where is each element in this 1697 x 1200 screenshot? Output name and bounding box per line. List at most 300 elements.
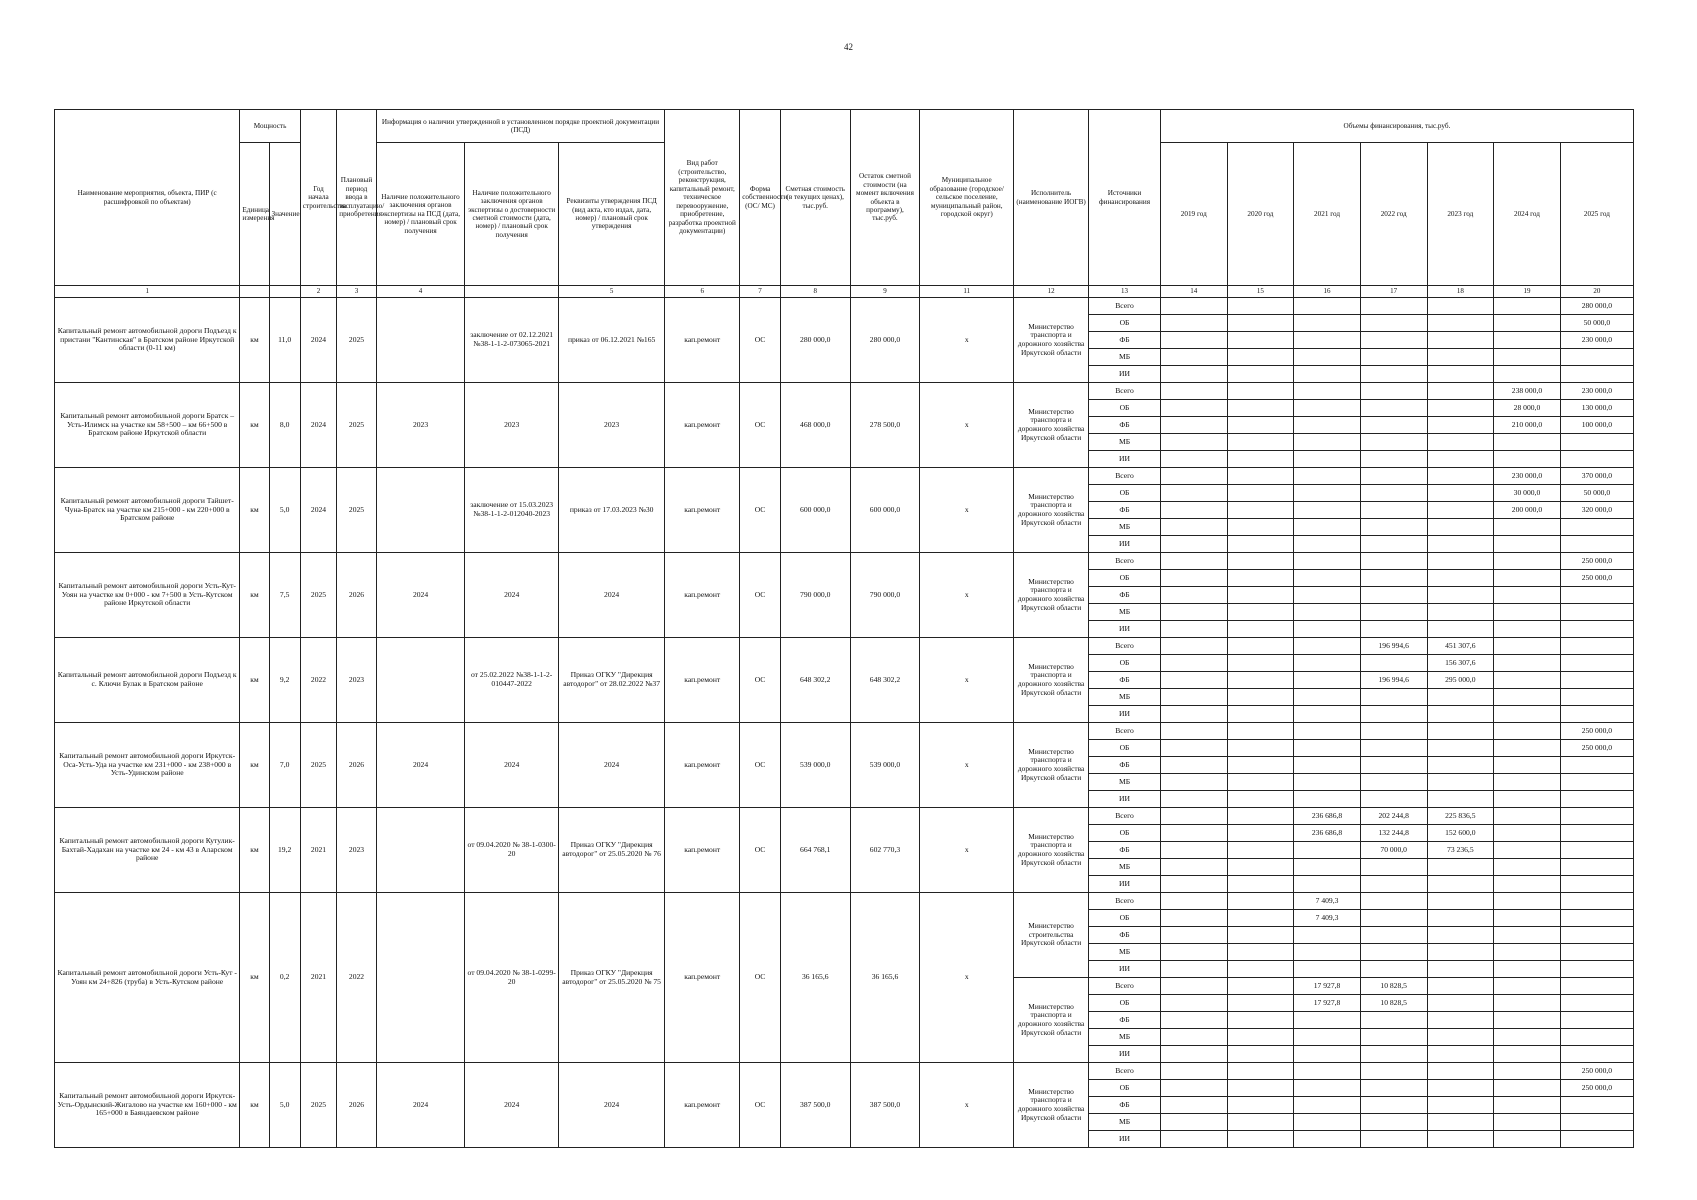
funding-amount [1227, 332, 1294, 349]
psd-positive [376, 808, 465, 893]
funding-amount [1560, 706, 1633, 723]
funding-amount: 225 836,5 [1427, 808, 1494, 825]
funding-amount [1360, 961, 1427, 978]
funding-amount [1560, 519, 1633, 536]
funding-amount: 196 994,6 [1360, 672, 1427, 689]
psd-approval: приказ от 17.03.2023 №30 [559, 468, 665, 553]
funding-amount [1494, 451, 1561, 468]
municipality: х [920, 298, 1014, 383]
funding-amount [1294, 655, 1361, 672]
funding-source: ОБ [1089, 1080, 1161, 1097]
commission-year: 2026 [337, 1063, 377, 1148]
funding-amount [1360, 1080, 1427, 1097]
col-number: 15 [1227, 286, 1294, 298]
funding-source: ИИ [1089, 791, 1161, 808]
funding-amount [1494, 842, 1561, 859]
funding-amount [1160, 740, 1227, 757]
funding-amount [1427, 570, 1494, 587]
funding-amount [1360, 723, 1427, 740]
funding-amount [1560, 859, 1633, 876]
header-start-year: Год начала строительства [300, 110, 336, 286]
col-number: 9 [850, 286, 920, 298]
funding-amount [1294, 570, 1361, 587]
funding-amount [1427, 417, 1494, 434]
table-row [55, 808, 1634, 825]
funding-amount: 10 828,5 [1360, 978, 1427, 995]
project-name: Капитальный ремонт автомобильной дороги Братск – Усть-Илимск на участке км 58+500 – км 66+500 в Братском районе Иркутской области [55, 383, 240, 468]
capacity-unit: км [240, 638, 269, 723]
funding-amount [1227, 1114, 1294, 1131]
funding-amount [1360, 876, 1427, 893]
table-row [55, 383, 1634, 400]
funding-amount [1560, 1114, 1633, 1131]
funding-amount [1494, 1114, 1561, 1131]
col-number [269, 286, 300, 298]
commission-year: 2026 [337, 553, 377, 638]
funding-amount [1294, 1046, 1361, 1063]
funding-amount [1494, 672, 1561, 689]
funding-amount [1360, 774, 1427, 791]
funding-amount [1360, 553, 1427, 570]
capacity-value: 19,2 [269, 808, 300, 893]
funding-amount [1560, 638, 1633, 655]
funding-amount [1360, 366, 1427, 383]
funding-amount: 320 000,0 [1560, 502, 1633, 519]
executor-name: Министерство транспорта и дорожного хозяйства Иркутской области [1014, 468, 1089, 553]
psd-positive: 2024 [376, 723, 465, 808]
funding-amount [1560, 536, 1633, 553]
funding-source: ФБ [1089, 332, 1161, 349]
funding-amount [1160, 655, 1227, 672]
funding-amount [1227, 978, 1294, 995]
funding-amount [1294, 400, 1361, 417]
funding-amount [1227, 468, 1294, 485]
funding-amount [1560, 927, 1633, 944]
funding-amount [1494, 1029, 1561, 1046]
funding-amount [1160, 995, 1227, 1012]
funding-source: Всего [1089, 723, 1161, 740]
capacity-value: 7,0 [269, 723, 300, 808]
funding-amount: 370 000,0 [1560, 468, 1633, 485]
funding-amount [1227, 961, 1294, 978]
start-year: 2024 [300, 468, 336, 553]
estimated-cost: 648 302,2 [780, 638, 850, 723]
funding-amount: 73 236,5 [1427, 842, 1494, 859]
remaining-cost: 280 000,0 [850, 298, 920, 383]
col-number: 5 [559, 286, 665, 298]
funding-amount [1427, 553, 1494, 570]
funding-amount [1360, 400, 1427, 417]
estimated-cost: 36 165,6 [780, 893, 850, 1063]
funding-amount [1427, 536, 1494, 553]
header-year-2021: 2021 год [1294, 143, 1361, 286]
col-number: 20 [1560, 286, 1633, 298]
psd-approval: 2024 [559, 723, 665, 808]
funding-amount [1560, 672, 1633, 689]
funding-amount [1427, 706, 1494, 723]
funding-amount [1294, 638, 1361, 655]
header-unit: Единица измерения [240, 143, 269, 286]
funding-amount [1360, 298, 1427, 315]
funding-amount: 200 000,0 [1494, 502, 1561, 519]
commission-year: 2022 [337, 893, 377, 1063]
funding-amount [1294, 349, 1361, 366]
funding-amount: 451 307,6 [1427, 638, 1494, 655]
funding-amount [1494, 349, 1561, 366]
funding-amount [1494, 740, 1561, 757]
header-sources: Источники финансирования [1089, 110, 1161, 286]
funding-amount: 7 409,3 [1294, 910, 1361, 927]
col-number: 8 [780, 286, 850, 298]
work-type: кап.ремонт [665, 808, 740, 893]
funding-amount [1427, 434, 1494, 451]
funding-amount [1227, 1063, 1294, 1080]
funding-amount: 295 000,0 [1427, 672, 1494, 689]
funding-amount [1560, 842, 1633, 859]
funding-amount [1494, 859, 1561, 876]
funding-amount [1294, 706, 1361, 723]
funding-amount [1227, 621, 1294, 638]
funding-amount [1227, 808, 1294, 825]
funding-amount [1560, 1012, 1633, 1029]
psd-approval: приказ от 06.12.2021 №165 [559, 298, 665, 383]
funding-amount [1294, 927, 1361, 944]
funding-amount [1560, 1097, 1633, 1114]
funding-amount [1560, 876, 1633, 893]
funding-amount [1360, 791, 1427, 808]
funding-amount [1427, 723, 1494, 740]
funding-amount [1427, 1097, 1494, 1114]
funding-amount [1227, 383, 1294, 400]
funding-amount [1227, 1029, 1294, 1046]
funding-amount [1160, 944, 1227, 961]
funding-amount [1427, 944, 1494, 961]
funding-amount: 50 000,0 [1560, 315, 1633, 332]
table-row [55, 468, 1634, 485]
municipality: х [920, 383, 1014, 468]
funding-amount [1427, 502, 1494, 519]
funding-amount [1227, 723, 1294, 740]
funding-source: ИИ [1089, 451, 1161, 468]
funding-amount [1494, 621, 1561, 638]
funding-amount [1294, 672, 1361, 689]
funding-source: Всего [1089, 383, 1161, 400]
funding-amount [1160, 400, 1227, 417]
funding-amount [1494, 570, 1561, 587]
psd-cost-conclusion: заключение от 15.03.2023 №38-1-1-2-012040-2023 [465, 468, 559, 553]
funding-amount [1227, 757, 1294, 774]
funding-amount [1227, 1012, 1294, 1029]
funding-source: Всего [1089, 893, 1161, 910]
funding-source: ОБ [1089, 655, 1161, 672]
funding-amount [1360, 502, 1427, 519]
project-name: Капитальный ремонт автомобильной дороги Подъезд к с. Ключи Булак в Братском районе [55, 638, 240, 723]
table-row [55, 1063, 1634, 1080]
funding-amount: 10 828,5 [1360, 995, 1427, 1012]
funding-amount [1160, 519, 1227, 536]
funding-amount [1294, 757, 1361, 774]
funding-amount [1494, 434, 1561, 451]
funding-amount [1160, 451, 1227, 468]
project-name: Капитальный ремонт автомобильной дороги Подъезд к пристани "Кантинская" в Братском районе Иркутской области (0-11 км) [55, 298, 240, 383]
start-year: 2021 [300, 893, 336, 1063]
project-name: Капитальный ремонт автомобильной дороги Кутулик-Бахтай-Хадахан на участке км 24 - км 43 в Аларском районе [55, 808, 240, 893]
funding-amount [1427, 587, 1494, 604]
funding-amount [1227, 400, 1294, 417]
header-estimated-cost: Сметная стоимость (в текущих ценах), тыс.руб. [780, 110, 850, 286]
funding-source: ОБ [1089, 400, 1161, 417]
funding-amount: 230 000,0 [1560, 383, 1633, 400]
funding-amount [1160, 638, 1227, 655]
header-psd-info: Информация о наличии утвержденной в установленном порядке проектной документации (ПСД) [376, 110, 664, 143]
funding-amount [1160, 604, 1227, 621]
capacity-value: 5,0 [269, 1063, 300, 1148]
funding-amount [1227, 689, 1294, 706]
page-number: 42 [844, 42, 853, 52]
funding-amount: 196 994,6 [1360, 638, 1427, 655]
funding-source: МБ [1089, 1029, 1161, 1046]
psd-cost-conclusion: 2024 [465, 553, 559, 638]
funding-amount [1294, 859, 1361, 876]
table-row [55, 893, 1634, 910]
executor-name: Министерство транспорта и дорожного хозяйства Иркутской области [1014, 383, 1089, 468]
funding-amount [1160, 536, 1227, 553]
header-year-2020: 2020 год [1227, 143, 1294, 286]
funding-amount [1227, 570, 1294, 587]
funding-amount [1227, 910, 1294, 927]
funding-amount [1227, 1080, 1294, 1097]
funding-amount [1494, 298, 1561, 315]
funding-amount [1294, 876, 1361, 893]
funding-amount [1427, 1131, 1494, 1148]
funding-amount [1294, 434, 1361, 451]
funding-amount [1360, 349, 1427, 366]
funding-amount [1494, 995, 1561, 1012]
capacity-value: 11,0 [269, 298, 300, 383]
funding-amount [1160, 876, 1227, 893]
funding-amount [1360, 383, 1427, 400]
ownership-form: ОС [740, 383, 781, 468]
capacity-unit: км [240, 1063, 269, 1148]
psd-cost-conclusion: заключение от 02.12.2021 №38-1-1-2-073065-2021 [465, 298, 559, 383]
header-psd-cost: Наличие положительного заключения органов экспертизы о достоверности сметной стоимости (дата, номер) / плановый срок получения [465, 143, 559, 286]
funding-amount [1494, 519, 1561, 536]
funding-amount [1227, 774, 1294, 791]
funding-source: МБ [1089, 774, 1161, 791]
funding-amount [1360, 740, 1427, 757]
remaining-cost: 790 000,0 [850, 553, 920, 638]
estimated-cost: 280 000,0 [780, 298, 850, 383]
funding-amount [1560, 774, 1633, 791]
header-funding: Объемы финансирования, тыс.руб. [1160, 110, 1633, 143]
funding-source: МБ [1089, 434, 1161, 451]
funding-amount [1227, 638, 1294, 655]
funding-amount [1494, 757, 1561, 774]
funding-amount [1294, 332, 1361, 349]
funding-amount [1160, 1131, 1227, 1148]
funding-amount [1227, 519, 1294, 536]
funding-source: ФБ [1089, 672, 1161, 689]
funding-amount [1160, 485, 1227, 502]
funding-amount [1560, 978, 1633, 995]
funding-amount [1160, 553, 1227, 570]
funding-amount [1360, 910, 1427, 927]
funding-amount [1494, 774, 1561, 791]
funding-amount [1160, 791, 1227, 808]
funding-amount: 28 000,0 [1494, 400, 1561, 417]
header-remaining-cost: Остаток сметной стоимости (на момент включения объекта в программу), тыс.руб. [850, 110, 920, 286]
funding-amount [1160, 1097, 1227, 1114]
estimated-cost: 600 000,0 [780, 468, 850, 553]
funding-amount [1160, 315, 1227, 332]
remaining-cost: 600 000,0 [850, 468, 920, 553]
funding-amount [1560, 604, 1633, 621]
psd-positive: 2024 [376, 553, 465, 638]
ownership-form: ОС [740, 893, 781, 1063]
funding-amount [1494, 1012, 1561, 1029]
funding-amount: 7 409,3 [1294, 893, 1361, 910]
header-capacity: Мощность [240, 110, 300, 143]
funding-amount [1160, 961, 1227, 978]
funding-amount [1494, 1080, 1561, 1097]
header-name: Наименование мероприятия, объекта, ПИР (с расшифровкой по объектам) [55, 110, 240, 286]
funding-amount [1227, 417, 1294, 434]
funding-source: ФБ [1089, 587, 1161, 604]
funding-amount [1560, 910, 1633, 927]
funding-amount [1160, 1080, 1227, 1097]
funding-amount [1427, 349, 1494, 366]
funding-amount [1560, 757, 1633, 774]
funding-amount [1294, 842, 1361, 859]
funding-source: ФБ [1089, 1097, 1161, 1114]
funding-amount [1427, 757, 1494, 774]
funding-amount [1294, 451, 1361, 468]
funding-source: МБ [1089, 519, 1161, 536]
funding-amount [1227, 315, 1294, 332]
funding-amount [1227, 655, 1294, 672]
funding-amount [1160, 1046, 1227, 1063]
funding-amount [1494, 1046, 1561, 1063]
col-number: 18 [1427, 286, 1494, 298]
funding-amount [1427, 689, 1494, 706]
funding-amount [1494, 332, 1561, 349]
funding-amount: 50 000,0 [1560, 485, 1633, 502]
psd-approval: 2023 [559, 383, 665, 468]
funding-amount [1160, 842, 1227, 859]
funding-source: ОБ [1089, 740, 1161, 757]
project-name: Капитальный ремонт автомобильной дороги Тайшет-Чуна-Братск на участке км 215+000 - км 220+000 в Братском районе [55, 468, 240, 553]
remaining-cost: 602 770,3 [850, 808, 920, 893]
funding-amount [1227, 1097, 1294, 1114]
municipality: х [920, 638, 1014, 723]
funding-source: ОБ [1089, 995, 1161, 1012]
col-number: 14 [1160, 286, 1227, 298]
commission-year: 2025 [337, 298, 377, 383]
header-ownership: Форма собственности (ОС/ МС) [740, 110, 781, 286]
header-row-top [55, 110, 1634, 143]
funding-amount [1494, 876, 1561, 893]
executor-name: Министерство транспорта и дорожного хозяйства Иркутской области [1014, 553, 1089, 638]
project-name: Капитальный ремонт автомобильной дороги Иркутск-Усть-Ордынский-Жигалово на участке км 160+000 - км 165+000 в Баяндаевском районе [55, 1063, 240, 1148]
header-psd-approval: Реквизиты утверждения ПСД (вид акта, кто издал, дата, номер) / плановый срок утверждения [559, 143, 665, 286]
psd-approval: Приказ ОГКУ "Дирекция автодорог" от 25.05.2020 № 75 [559, 893, 665, 1063]
work-type: кап.ремонт [665, 638, 740, 723]
funding-amount [1360, 1114, 1427, 1131]
funding-amount [1294, 1114, 1361, 1131]
estimated-cost: 664 768,1 [780, 808, 850, 893]
funding-amount [1160, 570, 1227, 587]
psd-cost-conclusion: 2024 [465, 723, 559, 808]
funding-amount [1494, 927, 1561, 944]
funding-amount [1360, 451, 1427, 468]
funding-amount [1494, 723, 1561, 740]
capacity-unit: км [240, 383, 269, 468]
estimated-cost: 539 000,0 [780, 723, 850, 808]
executor-name: Министерство транспорта и дорожного хозяйства Иркутской области [1014, 978, 1089, 1063]
funding-source: ИИ [1089, 706, 1161, 723]
commission-year: 2023 [337, 808, 377, 893]
funding-amount [1360, 485, 1427, 502]
funding-amount [1294, 944, 1361, 961]
funding-amount [1160, 1114, 1227, 1131]
funding-amount [1294, 1063, 1361, 1080]
executor-name: Министерство транспорта и дорожного хозяйства Иркутской области [1014, 1063, 1089, 1148]
municipality: х [920, 553, 1014, 638]
capacity-value: 5,0 [269, 468, 300, 553]
funding-amount [1227, 1046, 1294, 1063]
header-municipality: Муниципальное образование (городское/сельское поселение, муниципальный район, городской округ) [920, 110, 1014, 286]
header-year-2022: 2022 год [1360, 143, 1427, 286]
funding-amount [1160, 978, 1227, 995]
funding-amount [1160, 910, 1227, 927]
psd-positive: 2024 [376, 1063, 465, 1148]
funding-source: МБ [1089, 944, 1161, 961]
funding-amount [1227, 451, 1294, 468]
header-year-2024: 2024 год [1494, 143, 1561, 286]
funding-amount [1494, 1063, 1561, 1080]
funding-amount [1227, 366, 1294, 383]
funding-amount [1227, 553, 1294, 570]
remaining-cost: 278 500,0 [850, 383, 920, 468]
funding-amount [1294, 1080, 1361, 1097]
project-name: Капитальный ремонт автомобильной дороги Усть-Кут-Уоян на участке км 0+000 - км 7+500 в Усть-Кутском районе Иркутской области [55, 553, 240, 638]
funding-amount [1160, 298, 1227, 315]
funding-source: ФБ [1089, 757, 1161, 774]
funding-amount: 250 000,0 [1560, 570, 1633, 587]
funding-amount [1560, 349, 1633, 366]
funding-amount [1160, 859, 1227, 876]
funding-amount [1294, 723, 1361, 740]
estimated-cost: 790 000,0 [780, 553, 850, 638]
col-number: 7 [740, 286, 781, 298]
funding-source: ИИ [1089, 1046, 1161, 1063]
funding-amount [1560, 451, 1633, 468]
funding-amount [1427, 995, 1494, 1012]
col-number [465, 286, 559, 298]
work-type: кап.ремонт [665, 723, 740, 808]
funding-amount [1160, 757, 1227, 774]
ownership-form: ОС [740, 298, 781, 383]
funding-source: ФБ [1089, 417, 1161, 434]
funding-amount [1494, 553, 1561, 570]
funding-amount [1427, 298, 1494, 315]
column-number-row [55, 286, 1634, 298]
funding-amount [1360, 536, 1427, 553]
funding-amount [1160, 332, 1227, 349]
funding-source: ИИ [1089, 961, 1161, 978]
funding-amount [1360, 621, 1427, 638]
funding-amount [1494, 366, 1561, 383]
